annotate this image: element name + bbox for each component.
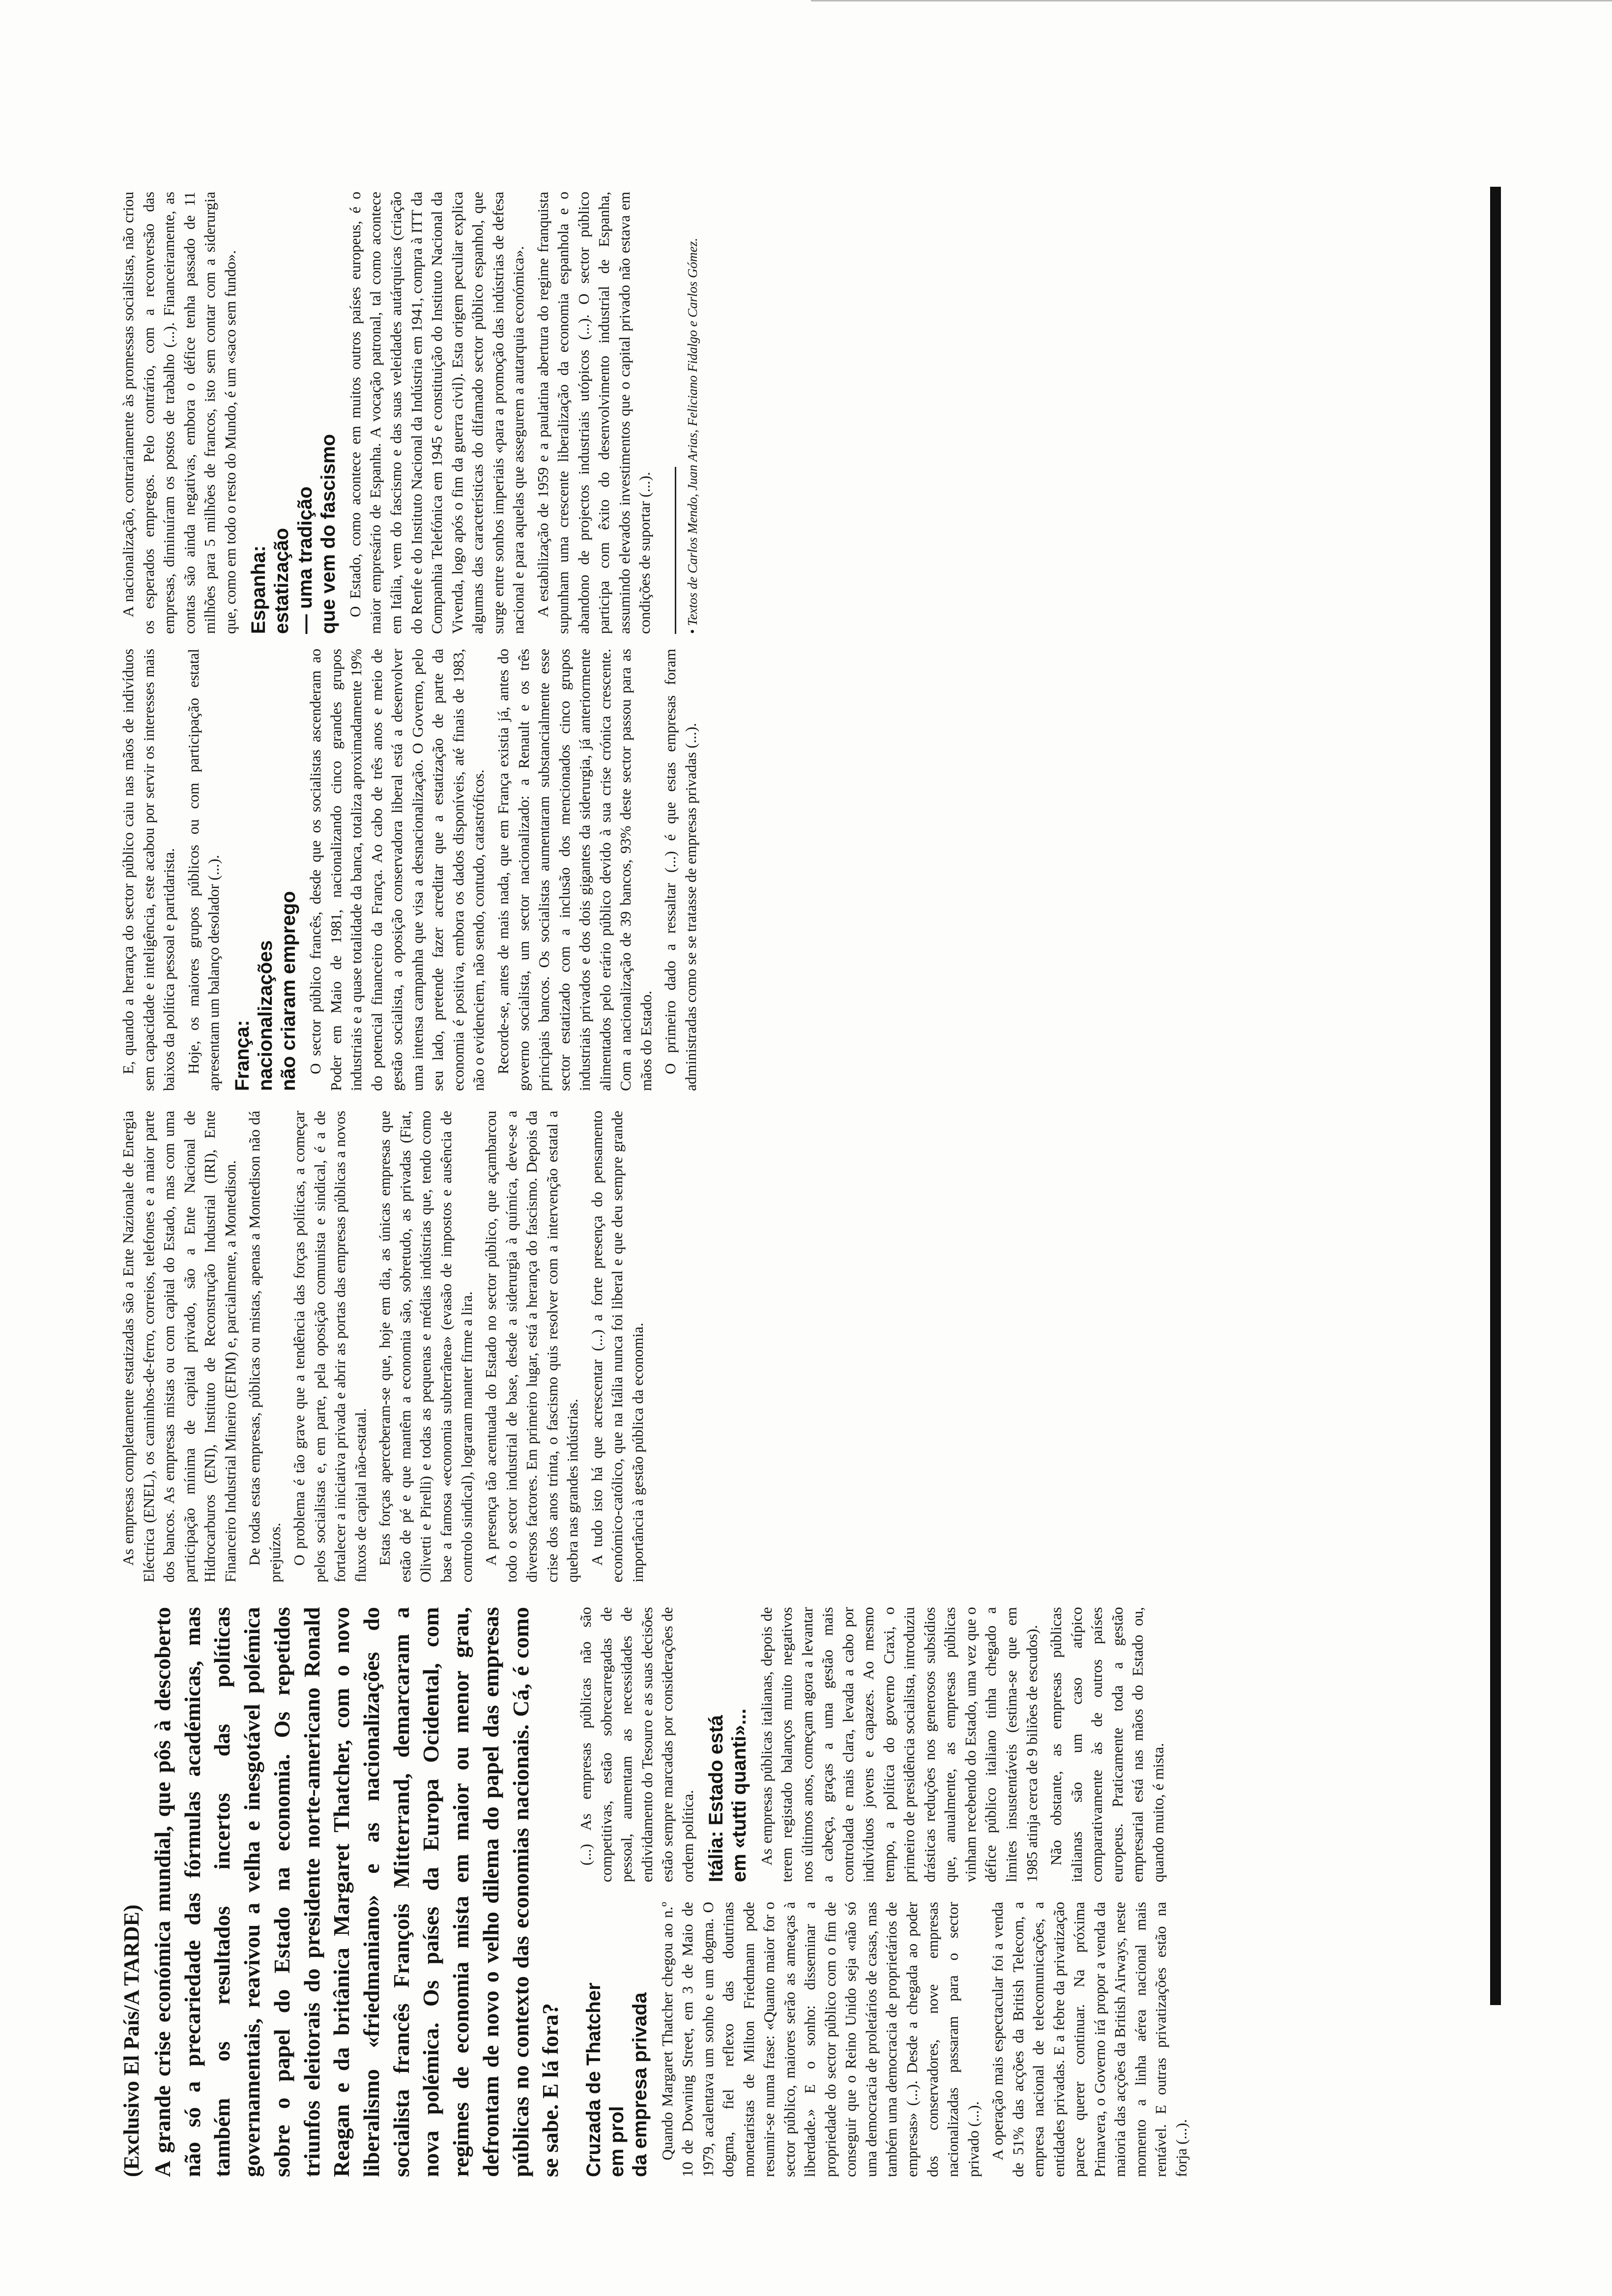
uk-heading-line: em prol [606, 2106, 628, 2177]
uk-heading [582, 1902, 652, 2177]
france-heading-line: França: [231, 1020, 253, 1091]
italy-paragraph: As empresas completamente estatizadas são a Ente Nazionale de Energia Eléctrica (ENEL), os caminhos-de-ferro, correios, telefones e a maior parte dos bancos. As empresas mistas ou com capital do Estado, mas com uma participação mínima de capital privado, são a Ente Nacional de Hidrocarburos (ENI), Instituto de Reconstrução Industrial (IRI), Ente Financeiro Industrial Mineiro (EFIM) e, parcialmente, a Montedison. [119, 1111, 239, 1582]
france-heading-line: não criaram emprego [278, 891, 300, 1091]
italy-paragraph: A presença tão acentuada do Estado no sector público, que açambarcou todo o sector industrial de base, desde a siderurgia à química, deve-se a diversos factores. Em primeiro lugar, está a herança do fascismo. Depois da crise dos anos trinta, o fascismo quis resolver com a intervenção estatal a quebra nas grandes indústrias. [482, 1111, 581, 1582]
france-heading [231, 649, 301, 1091]
spain-paragraph: A estabilização de 1959 e a paulatina abertura do regime franquista supunham uma crescente liberalização da economia espanhola e o abandono de projectos industriais utópicos (...). O sector público participa com êxito do desenvolvimento industrial de Espanha, assumindo elevados investimentos que o capital privado não estava em condições de suportar (...). [534, 192, 654, 634]
uk-paragraph: Quando Margaret Thatcher chegou ao n.º 10 de Downing Street, em 3 de Maio de 1979, acalentava um sonho e um dogma. O dogma, fiel reflexo das doutrinas monetaristas de Milton Friedmann pode resumir-se numa frase: «Quanto maior for o sector público, maiores serão as ameaças à liberdade.» E o sonho: disseminar a propriedade do sector público com o fim de conseguir que o Reino Unido seja «não só uma democracia de proletários de casas, mas também uma democracia de proprietários de empresas» (...). Desde a chegada ao poder dos conservadores, nove empresas nacionalizadas passaram para o sector privado (...). [658, 1902, 982, 2177]
spain-heading-line: estatização [271, 528, 293, 634]
italy-paragraph: A tudo isto há que acrescentar (...) a forte presença do pensamento económico-católico, que na Itália nunca foi liberal e que deu sempre grande importância à gestão pública da economia. [588, 1111, 646, 1582]
article-lead: A grande crise económica mundial, que pôs à descoberto não só a precariedade das fórmulas académicas, mas também os resultados incertos das políticas governamentais, reavivou a velha e inesgotável polémica sobre o papel do Estado na economia. Os repetidos triunfos eleitorais do presidente norte-americano Ronald Reagan e da britânica Margaret Thatcher, com o novo liberalismo «friedmaniano» e as nacionalizações do socialista francês François Mitterrand, demarcaram a nova polémica. Os países da Europa Ocidental, com regimes de economia mista em maior ou menor grau, defrontam de novo o velho dilema do papel das empresas públicas no contexto das economias nacionais. Cá, é como se sabe. E lá fora? [150, 1607, 563, 2177]
italy-paragraph: Hoje, os maiores grupos públicos ou com participação estatal apresentam um balanço desolador (...). [184, 649, 223, 1091]
column-3 [118, 649, 1494, 1091]
france-paragraph: A nacionalização, contrariamente às promessas socialistas, não criou os esperados empregos. Pelo contrário, com a reconversão das empresas, diminuíram os postos de trabalho (...). Financeiramente, as contas são ainda negativas, embora o défice tenha passado de 11 milhões para 5 milhões de francos, isto sem contar com a siderurgia que, como em todo o resto do Mundo, é um «saco sem fundo». [119, 192, 239, 634]
column-1 [118, 1607, 1494, 2177]
credits-divider [675, 467, 676, 634]
france-paragraph: Recorde-se, antes de mais nada, que em França existia já, antes do governo socialista, um sector nacionalizado: a Renault e os três principais bancos. Os socialistas aumentaram substancialmente esse sector estatizado com a inclusão dos mencionados cinco grupos industriais privados e dos dois gigantes da siderurgia, já anteriormente alimentados pelo erário público devido à sua crise crónica crescente. Com a nacionalização de 39 bancos, 93% deste sector passou para as mãos do Estado. [494, 649, 655, 1091]
scan-edge-line [811, 0, 1612, 1]
france-heading-line: nacionalizações [254, 940, 276, 1091]
uk-paragraph: (...) As empresas públicas não são competitivas, estão sobrecarregadas de pessoal, aumentam as necessidades de endividamento do Tesouro e as suas decisões estão sempre marcadas por considerações de ordem política. [577, 1607, 696, 1882]
italy-heading-line: em «tutti quanti»... [728, 1708, 750, 1882]
france-paragraph: O sector público francês, desde que os socialistas ascenderam ao Poder em Maio de 1981, nacionalizando cinco grandes grupos industriais e a quase totalidade da banca, totaliza aproximadamente 19% do potencial financeiro da França. Ao cabo de três anos e meio de gestão socialista, a oposição conservadora liberal está a desenvolver uma intensa campanha que visa a desnacionalização. O Governo, pelo seu lado, pretende fazer acreditar que a estatização de parte da economia é positiva, embora os dados disponíveis, até finais de 1983, não o evidenciem, não sendo, contudo, catastróficos. [307, 649, 488, 1091]
uk-subcolumn-right [576, 1607, 1195, 1882]
italy-heading [705, 1607, 751, 1882]
uk-heading-line: Cruzada de Thatcher [583, 1982, 605, 2177]
france-paragraph: O primeiro dado a ressaltar (...) é que estas empresas foram administradas como se se tratasse de empresas privadas (...). [662, 649, 699, 1091]
spain-heading-line: Espanha: [248, 545, 270, 634]
spain-heading-line: que vem do fascismo [317, 434, 339, 634]
uk-paragraph: A operação mais espectacular foi a venda de 51% das acções da British Telecom, a empresa nacional de telecomunicações, a entidades privadas. E a febre da privatização parece querer continuar. Na próxima Primavera, o Governo irá propor a venda da maioria das acções da British Airways, neste momento a linha aérea nacional mais rentável. E outras privatizações estão na forja (...). [989, 1902, 1190, 2177]
spain-heading-line: — uma tradição [294, 486, 316, 634]
article-credits: • Textos de Carlos Mendo, Juan Arias, Feliciano Fidalgo e Carlos Gómez. [685, 238, 700, 634]
italy-paragraph: Estas forças aperceberam-se que, hoje em dia, as únicas empresas que estão de pé e que mantêm a economia são, sobretudo, as privadas (Fiat, Olivetti e Pirelli) e todas as pequenas e médias indústrias que, tendo como base a famosa «economia subterrânea» (evasão de impostos e ausência de controlo sindical), lograram manter firme a lira. [376, 1111, 475, 1582]
italy-paragraph: O problema é tão grave que a tendência das forças políticas, a começar pelos socialistas e, em parte, pela oposição comunista e sindical, é a de fortalecer a iniciativa privada e abrir as portas das empresas públicas a novos fluxos de capital não-estatal. [290, 1111, 369, 1582]
italy-paragraph: As empresas públicas italianas, depois de terem registado balanços muito negativos nos últimos anos, começam agora a levantar a cabeça, graças a uma gestão mais controlada e mais clara, levada a cabo por indivíduos jovens e capazes. Ao mesmo tempo, a política do governo Craxi, o primeiro de presidência socialista, introduziu drásticas reduções nos generosos subsídios que, anualmente, as empresas públicas vinham recebendo do Estado, uma vez que o défice público italiano tinha chegado a limites insustentáveis (estima-se que em 1985 atinja cerca de 9 biliões de escudos). [757, 1607, 1040, 1882]
uk-section [576, 1607, 1195, 2177]
article-kicker: (Exclusivo El País/A TARDE) [119, 1904, 144, 2177]
rotated-article [118, 182, 1494, 2177]
uk-heading-line: da empresa privada [629, 1992, 651, 2177]
column-2 [118, 1111, 1494, 1582]
italy-paragraph: De todas estas empresas, públicas ou mistas, apenas a Montedison não dá prejuízos. [246, 1111, 284, 1582]
italy-paragraph: E, quando a herança do sector público caiu nas mãos de indivíduos sem capacidade e inteligência, este acabou por servir os interesses mais baixos da política pessoal e partidarista. [119, 649, 178, 1091]
italy-heading-line: Itália: Estado está [705, 1715, 727, 1882]
column-4 [118, 192, 1494, 634]
spain-heading [247, 192, 340, 634]
spain-paragraph: O Estado, como acontece em muitos outros países europeus, é o maior empresário de Espanha. A vocação patronal, tal como acontece em Itália, vem do fascismo e das suas veleidades autárquicas (criação do Renfe e do Instituto Nacional da Indústria em 1941, compra à ITT da Companhia Telefónica em 1945 e constituição do Instituto Nacional da Vivenda, logo após o fim da guerra civil). Esta origem peculiar explica algumas das características do difamado sector público espanhol, que surge entre sonhos imperiais «para a promoção das indústrias de defesa nacional e para aquelas que assegurem a autarquia económica». [346, 192, 527, 634]
uk-subcolumn-left [576, 1902, 1195, 2177]
italy-paragraph: Não obstante, as empresas públicas italianas são um caso atípico comparativamente às de outros países europeus. Praticamente toda a gestão empresarial está nas mãos do Estado ou, quando muito, é mista. [1047, 1607, 1167, 1882]
